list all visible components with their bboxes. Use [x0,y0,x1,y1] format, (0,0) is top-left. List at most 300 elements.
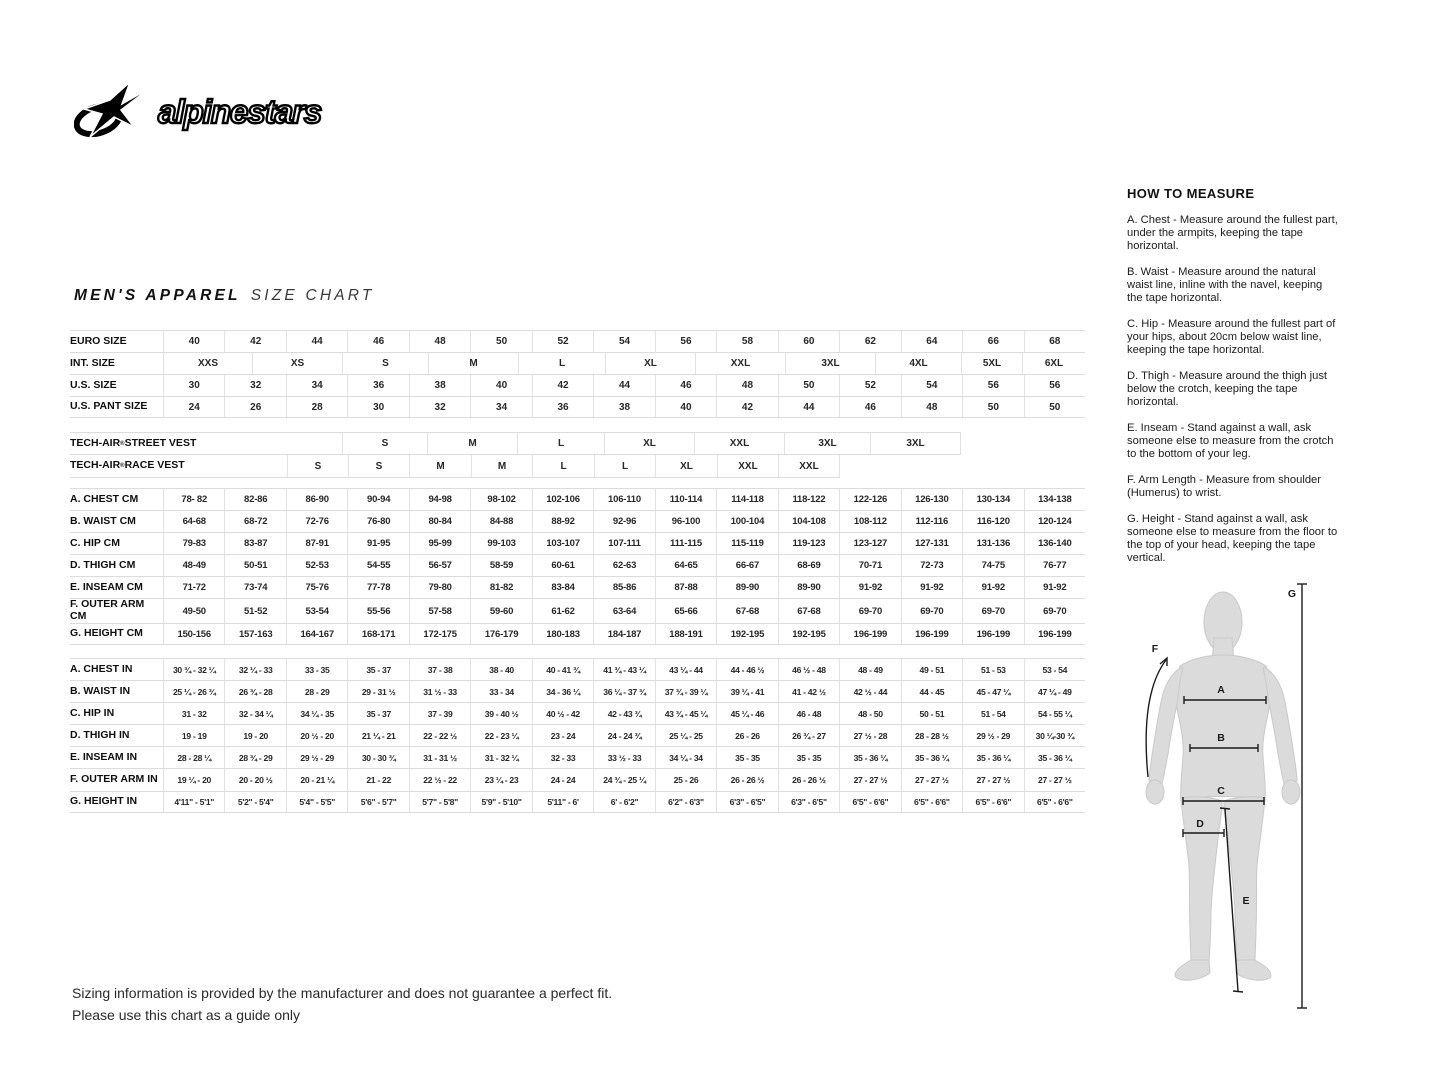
size-value-cell: 50 [778,375,839,396]
size-value-cell: 48 [716,375,777,396]
size-value-cell: 40 [470,375,531,396]
table-section-gap [70,418,1085,432]
size-value-cell: 36 [347,375,408,396]
size-value-cell: 51-52 [224,599,285,623]
size-value-cell: XXS [163,353,252,374]
row-label: C. HIP IN [70,706,115,719]
size-value-cell: 48 - 50 [839,703,900,724]
size-value-cell: 25 ¼ - 26 ¾ [163,681,224,702]
size-value-cell: 20 ½ - 20 [286,725,347,746]
row-e-inseam-in [70,746,1085,768]
size-value-cell: 87-91 [286,533,347,554]
measure-instruction: E. Inseam - Stand against a wall, ask someone else to measure from the crotch to the bottom of your leg. [1127,422,1334,460]
row-label: INT. SIZE [70,356,115,369]
row-cells [163,792,1085,812]
size-value-cell: 5'4" - 5'5" [286,792,347,812]
size-value-cell: 164-167 [286,624,347,644]
size-value-cell: S [342,433,428,454]
size-value-cell: 6'5" - 6'6" [839,792,900,812]
row-label: TECH-AIR ® STREET VEST [70,436,197,449]
size-value-cell: 50 [470,331,531,352]
size-value-cell: 79-80 [409,577,470,598]
size-value-cell: L [595,455,656,477]
size-value-cell: 108-112 [839,511,900,532]
row-tech-air-street-vest [70,432,961,455]
row-label: C. HIP CM [70,536,120,549]
size-value-cell: 48-49 [163,555,224,576]
size-value-cell: 80-84 [409,511,470,532]
size-value-cell: 31 - 32 [163,703,224,724]
hip-label: C [1217,785,1225,797]
size-value-cell: 196-199 [962,624,1023,644]
size-value-cell: 44 - 46 ½ [716,659,777,680]
size-value-cell: 32 - 34 ¼ [224,703,285,724]
size-value-cell: 6XL [1022,353,1085,374]
size-value-cell: 84-88 [470,511,531,532]
size-value-cell: 24 ¾ - 25 ¼ [593,769,654,791]
size-value-cell: 83-87 [224,533,285,554]
size-value-cell: 5'7" - 5'8" [409,792,470,812]
row-g-height-in [70,791,1085,813]
size-value-cell: 72-76 [286,511,347,532]
size-value-cell: 65-66 [655,599,716,623]
size-value-cell: 83-84 [532,577,593,598]
measure-instruction: G. Height - Stand against a wall, ask someone else to measure from the floor to the top of your head, keeping the tape vertical. [1127,513,1338,564]
size-value-cell: 150-156 [163,624,224,644]
row-cells [163,489,1085,510]
title-sub: SIZE CHART [250,287,375,305]
size-value-cell: 45 ¼ - 46 [716,703,777,724]
size-value-cell: L [518,353,605,374]
row-label: A. CHEST CM [70,492,139,505]
size-value-cell: 49-50 [163,599,224,623]
size-value-cell: 3XL [871,433,961,454]
row-cells [342,433,961,454]
size-value-cell: 33 ½ - 33 [593,747,654,768]
size-value-cell: 50 [962,397,1023,417]
size-value-cell: 58 [716,331,777,352]
size-value-cell: 44 [778,397,839,417]
size-table [70,330,1085,813]
size-value-cell: 96-100 [655,511,716,532]
size-value-cell: XXL [695,433,785,454]
size-value-cell: 131-136 [962,533,1023,554]
size-value-cell: 64-65 [655,555,716,576]
size-value-cell: 67-68 [778,599,839,623]
alpinestars-logo-graphic [74,82,329,140]
size-value-cell: 104-108 [778,511,839,532]
size-value-cell: 38 - 40 [470,659,531,680]
size-value-cell: 33 - 34 [470,681,531,702]
size-value-cell: 85-86 [593,577,654,598]
size-value-cell: 28 - 28 ¼ [163,747,224,768]
row-label: B. WAIST CM [70,514,136,527]
size-value-cell: 28 [286,397,347,417]
row-cells [163,511,1085,532]
size-value-cell: 25 - 26 [655,769,716,791]
size-value-cell: 46 - 48 [778,703,839,724]
size-value-cell: 4'11" - 5'1" [163,792,224,812]
size-value-cell: 188-191 [655,624,716,644]
size-value-cell: 115-119 [716,533,777,554]
disclaimer-line-2: Please use this chart as a guide only [72,1007,301,1023]
row-cells [163,703,1085,724]
size-value-cell: 61-62 [532,599,593,623]
size-value-cell: 40 ½ - 42 [532,703,593,724]
size-value-cell: 6'2" - 6'3" [655,792,716,812]
size-value-cell: 33 - 35 [286,659,347,680]
body-measurement-diagram [1130,570,1445,1025]
size-value-cell: M [428,433,518,454]
row-cells [163,331,1085,352]
row-label: TECH-AIR ® RACE VEST [70,459,185,472]
size-value-cell: 52 [839,375,900,396]
row-cells [163,375,1085,396]
waist-label: B [1217,732,1225,744]
size-value-cell: 184-187 [593,624,654,644]
size-value-cell: 116-120 [962,511,1023,532]
size-value-cell: 5XL [961,353,1022,374]
arm-length-label: F [1151,643,1159,655]
size-value-cell: 27 ½ - 28 [839,725,900,746]
size-value-cell: XL [656,455,718,477]
size-value-cell: 42 ½ - 44 [839,681,900,702]
size-value-cell: 136-140 [1024,533,1085,554]
size-value-cell: 24 - 24 ¾ [593,725,654,746]
size-value-cell: 103-107 [532,533,593,554]
size-value-cell: 98-102 [470,489,531,510]
size-value-cell: 91-92 [962,577,1023,598]
row-cells [163,533,1085,554]
how-to-measure-title: HOW TO MEASURE [1127,186,1255,201]
size-value-cell: 73-74 [224,577,285,598]
size-value-cell: 126-130 [901,489,962,510]
size-value-cell: 56 [1024,375,1085,396]
size-value-cell: 48 - 49 [839,659,900,680]
size-value-cell: 69-70 [1024,599,1085,623]
size-value-cell: 3XL [785,433,871,454]
disclaimer-line-1: Sizing information is provided by the manufacturer and does not guarantee a perfect fit. [72,985,613,1001]
row-cells [163,769,1085,791]
size-value-cell: 50 - 51 [901,703,962,724]
size-value-cell: 68-72 [224,511,285,532]
size-value-cell: 94-98 [409,489,470,510]
size-value-cell: 86-90 [286,489,347,510]
measure-instruction: D. Thigh - Measure around the thigh just below the crotch, keeping the tape horizontal. [1127,370,1328,408]
size-value-cell: 69-70 [839,599,900,623]
size-value-cell: 35 - 36 ¼ [901,747,962,768]
size-value-cell: 23 - 24 [532,725,593,746]
size-value-cell: 55-56 [347,599,408,623]
star-icon [84,82,150,137]
size-value-cell: 134-138 [1024,489,1085,510]
size-value-cell: 45 - 47 ¼ [962,681,1023,702]
size-value-cell: 31 ½ - 33 [409,681,470,702]
row-g-height-cm [70,623,1085,645]
row-b-waist-in [70,680,1085,702]
size-value-cell: 29 ½ - 29 [962,725,1023,746]
size-value-cell: 27 - 27 ½ [901,769,962,791]
row-f-outer-arm-in [70,768,1085,791]
size-value-cell: 39 - 40 ½ [470,703,531,724]
size-value-cell: 6'3" - 6'5" [778,792,839,812]
size-value-cell: 46 [839,397,900,417]
size-value-cell: 64 [901,331,962,352]
size-value-cell: 114-118 [716,489,777,510]
size-value-cell: 20 - 21 ¼ [286,769,347,791]
row-tech-air-race-vest [70,455,840,478]
size-value-cell: L [533,455,595,477]
size-value-cell: S [287,455,349,477]
size-value-cell: 168-171 [347,624,408,644]
size-value-cell: 72-73 [901,555,962,576]
size-value-cell: 91-92 [1024,577,1085,598]
size-value-cell: 91-95 [347,533,408,554]
chest-label: A [1217,684,1225,696]
size-value-cell: 35 - 35 [778,747,839,768]
size-value-cell: 47 ¼ - 49 [1024,681,1085,702]
size-value-cell: 110-114 [655,489,716,510]
size-value-cell: XL [605,353,695,374]
size-value-cell: 35 - 37 [347,659,408,680]
size-value-cell: 22 - 23 ¼ [470,725,531,746]
inseam-label: E [1242,895,1250,907]
size-value-cell: 40 [163,331,224,352]
size-value-cell: 89-90 [716,577,777,598]
size-value-cell: 44 [593,375,654,396]
row-u-s-size [70,374,1085,396]
row-label: G. HEIGHT CM [70,627,143,640]
size-value-cell: 5'9" - 5'10" [470,792,531,812]
size-value-cell: 4XL [875,353,961,374]
size-value-cell: 56 [655,331,716,352]
size-value-cell: 196-199 [901,624,962,644]
size-value-cell: 35 - 36 ¼ [839,747,900,768]
size-value-cell: 44 - 45 [901,681,962,702]
size-value-cell: 19 - 19 [163,725,224,746]
size-value-cell: 176-179 [470,624,531,644]
size-value-cell: 28 ¾ - 29 [224,747,285,768]
size-value-cell: 32 - 33 [532,747,593,768]
size-value-cell: 91-92 [839,577,900,598]
size-value-cell: 60-61 [532,555,593,576]
size-value-cell: 42 [224,331,285,352]
size-value-cell: 30 [347,397,408,417]
size-value-cell: 106-110 [593,489,654,510]
size-value-cell: 39 ¼ - 41 [716,681,777,702]
alpinestars-logo [74,82,329,140]
size-value-cell: 26 ¾ - 27 [778,725,839,746]
size-value-cell: 82-86 [224,489,285,510]
row-cells [163,725,1085,746]
row-b-waist-cm [70,510,1085,532]
size-value-cell: 118-122 [778,489,839,510]
row-c-hip-cm [70,532,1085,554]
size-value-cell: 27 - 27 ½ [1024,769,1085,791]
thigh-label: D [1196,818,1204,830]
row-label: EURO SIZE [70,334,127,347]
row-cells [163,599,1085,623]
row-label: U.S. PANT SIZE [70,400,148,413]
size-value-cell: 42 [716,397,777,417]
size-value-cell: 119-123 [778,533,839,554]
size-value-cell: 157-163 [224,624,285,644]
size-value-cell: 38 [409,375,470,396]
row-f-outer-arm-cm [70,598,1085,623]
size-value-cell: 36 [532,397,593,417]
size-value-cell: 74-75 [962,555,1023,576]
height-label: G [1287,588,1297,600]
row-cells [163,353,1085,374]
size-value-cell: 24 [163,397,224,417]
row-label: G. HEIGHT IN [70,795,138,808]
row-cells [163,659,1085,680]
row-a-chest-cm [70,488,1085,510]
size-value-cell: 48 [409,331,470,352]
size-value-cell: 69-70 [901,599,962,623]
size-value-cell: 68 [1024,331,1085,352]
size-value-cell: 62-63 [593,555,654,576]
size-value-cell: 90-94 [347,489,408,510]
size-value-cell: 5'6" - 5'7" [347,792,408,812]
size-value-cell: 30 - 30 ¾ [347,747,408,768]
row-label: A. CHEST IN [70,662,133,675]
size-value-cell: 56 [962,375,1023,396]
size-value-cell: 38 [593,397,654,417]
size-value-cell: 172-175 [409,624,470,644]
size-value-cell: 31 - 31 ½ [409,747,470,768]
size-value-cell: 28 - 28 ½ [901,725,962,746]
row-label: U.S. SIZE [70,378,117,391]
disclaimer [72,982,612,1026]
size-value-cell: 100-104 [716,511,777,532]
size-value-cell: 26 [224,397,285,417]
size-value-cell: 26 - 26 ½ [716,769,777,791]
size-value-cell: 32 [409,397,470,417]
size-value-cell: 91-92 [901,577,962,598]
size-value-cell: 43 ¼ - 44 [655,659,716,680]
size-value-cell: 49 - 51 [901,659,962,680]
size-value-cell: 42 [532,375,593,396]
size-value-cell: 127-131 [901,533,962,554]
row-d-thigh-cm [70,554,1085,576]
size-value-cell: 71-72 [163,577,224,598]
table-section-gap [70,478,1085,488]
size-value-cell: 196-199 [1024,624,1085,644]
size-value-cell: M [428,353,518,374]
size-value-cell: 43 ¾ - 45 ¼ [655,703,716,724]
row-cells [163,747,1085,768]
size-value-cell: 67-68 [716,599,777,623]
size-value-cell: 42 - 43 ¾ [593,703,654,724]
size-value-cell: 75-76 [286,577,347,598]
row-cells [163,624,1085,644]
logo-wordmark: alpinestars [158,93,322,130]
row-cells [163,577,1085,598]
size-value-cell: 6'5" - 6'6" [1024,792,1085,812]
title-main: MEN'S APPAREL [74,287,241,305]
size-value-cell: 40 - 41 ¾ [532,659,593,680]
size-value-cell: 107-111 [593,533,654,554]
size-value-cell: 34 [286,375,347,396]
size-value-cell: 92-96 [593,511,654,532]
size-value-cell: 68-69 [778,555,839,576]
size-value-cell: 53-54 [286,599,347,623]
size-value-cell: 192-195 [716,624,777,644]
size-value-cell: 196-199 [839,624,900,644]
size-value-cell: 54-55 [347,555,408,576]
size-value-cell: 50-51 [224,555,285,576]
table-section-gap [70,645,1085,658]
size-value-cell: 78- 82 [163,489,224,510]
size-value-cell: 21 ¼ - 21 [347,725,408,746]
size-value-cell: 95-99 [409,533,470,554]
how-to-measure-panel [1127,186,1339,578]
size-value-cell: 41 ¾ - 43 ¼ [593,659,654,680]
size-value-cell: 26 - 26 [716,725,777,746]
size-value-cell: 76-80 [347,511,408,532]
size-value-cell: S [342,353,428,374]
size-value-cell: 26 ¾ - 28 [224,681,285,702]
measure-instruction: A. Chest - Measure around the fullest part, under the armpits, keeping the tape horizontal. [1127,214,1338,252]
size-value-cell: 41 - 42 ½ [778,681,839,702]
size-value-cell: 35 - 36 ¼ [1024,747,1085,768]
size-value-cell: 40 [655,397,716,417]
row-label: F. OUTER ARM IN [70,773,158,786]
row-cells [163,555,1085,576]
size-value-cell: 87-88 [655,577,716,598]
size-value-cell: 44 [286,331,347,352]
row-d-thigh-in [70,724,1085,746]
size-value-cell: 5'2" - 5'4" [224,792,285,812]
size-value-cell: 30 ¾ - 32 ¼ [163,659,224,680]
size-value-cell: 32 [224,375,285,396]
row-label: D. THIGH IN [70,728,130,741]
size-value-cell: 81-82 [470,577,531,598]
row-cells [287,455,840,477]
size-value-cell: 28 - 29 [286,681,347,702]
size-value-cell: 22 ½ - 22 [409,769,470,791]
size-value-cell: 20 - 20 ½ [224,769,285,791]
size-value-cell: 32 ¼ - 33 [224,659,285,680]
size-value-cell: 57-58 [409,599,470,623]
size-value-cell: 37 - 39 [409,703,470,724]
size-value-cell: 59-60 [470,599,531,623]
size-value-cell: 51 - 53 [962,659,1023,680]
size-value-cell: 19 - 20 [224,725,285,746]
size-value-cell: 25 ¼ - 25 [655,725,716,746]
row-label: E. INSEAM IN [70,750,138,763]
size-value-cell: 27 - 27 ½ [962,769,1023,791]
row-label: F. OUTER ARM CM [70,598,145,622]
size-value-cell: 63-64 [593,599,654,623]
size-value-cell: 89-90 [778,577,839,598]
size-value-cell: 50 [1024,397,1085,417]
size-value-cell: 21 - 22 [347,769,408,791]
size-value-cell: 130-134 [962,489,1023,510]
size-value-cell: 37 ¾ - 39 ¼ [655,681,716,702]
size-value-cell: 102-106 [532,489,593,510]
size-value-cell: 51 - 54 [962,703,1023,724]
how-to-measure-instructions [1127,214,1339,565]
size-value-cell: 36 ¼ - 37 ¾ [593,681,654,702]
size-value-cell: S [349,455,410,477]
size-value-cell: 34 - 36 ¼ [532,681,593,702]
size-value-cell: 35 - 37 [347,703,408,724]
size-value-cell: M [472,455,533,477]
size-value-cell: 70-71 [839,555,900,576]
size-value-cell: XXL [695,353,785,374]
